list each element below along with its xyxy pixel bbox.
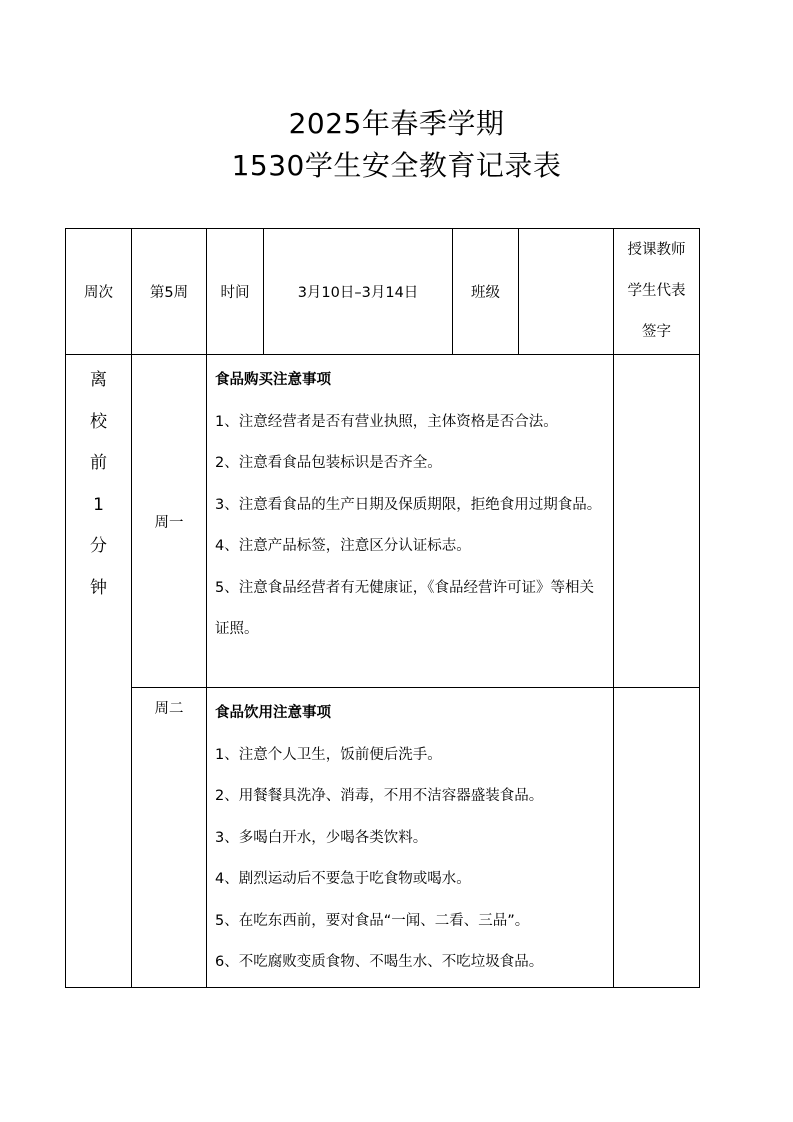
day-label-tuesday: 周二 (132, 688, 207, 988)
record-table (65, 228, 700, 988)
tuesday-content (207, 688, 614, 988)
section-char: 分 (90, 536, 107, 556)
monday-signature (614, 355, 700, 688)
signature-header (614, 229, 700, 355)
section-char: 前 (90, 453, 107, 473)
time-label: 时间 (207, 229, 264, 355)
tuesday-signature (614, 688, 700, 988)
day-row-monday (66, 355, 700, 688)
page-title-line-2: 1530学生安全教育记录表 (231, 149, 562, 182)
header-row (66, 229, 700, 355)
sign-line: 学生代表 (627, 283, 686, 299)
list-item: 4、剧烈运动后不要急于吃食物或喝水。 (215, 871, 471, 887)
class-value (519, 229, 614, 355)
tuesday-heading: 食品饮用注意事项 (215, 705, 331, 721)
sign-line: 签字 (642, 324, 671, 340)
list-item: 1、注意经营者是否有营业执照，主体资格是否合法。 (215, 413, 558, 430)
list-item: 5、注意食品经营者有无健康证，《食品经营许可证》等相关证照。 (215, 579, 594, 637)
section-label (66, 355, 132, 988)
monday-content (207, 355, 614, 688)
day-row-tuesday (66, 688, 700, 988)
sign-line: 授课教师 (627, 242, 686, 258)
list-item: 2、用餐餐具洗净、消毒，不用不洁容器盛装食品。 (215, 788, 544, 804)
list-item: 4、注意产品标签，注意区分认证标志。 (215, 538, 471, 554)
list-item: 2、注意看食品包装标识是否齐全。 (215, 455, 442, 471)
list-item: 6、不吃腐败变质食物、不喝生水、不吃垃圾食品。 (215, 954, 544, 970)
list-item: 3、多喝白开水，少喝各类饮料。 (215, 829, 428, 846)
section-char: 钟 (90, 577, 107, 598)
section-char: 离 (90, 370, 107, 390)
time-value: 3月10日–3月14日 (264, 229, 453, 355)
monday-heading: 食品购买注意事项 (215, 372, 331, 388)
section-char: 1 (93, 494, 104, 515)
page-title-line-1: 2025年春季学期 (288, 107, 505, 140)
list-item: 5、在吃东西前，要对食品“一闻、二看、三品”。 (215, 912, 530, 929)
class-label: 班级 (453, 229, 519, 355)
list-item: 3、注意看食品的生产日期及保质期限，拒绝食用过期食品。 (215, 496, 602, 513)
list-item: 1、注意个人卫生，饭前便后洗手。 (215, 746, 442, 763)
day-label-monday: 周一 (132, 355, 207, 688)
week-value: 第5周 (132, 229, 207, 355)
week-label: 周次 (66, 229, 132, 355)
section-char: 校 (90, 411, 107, 432)
